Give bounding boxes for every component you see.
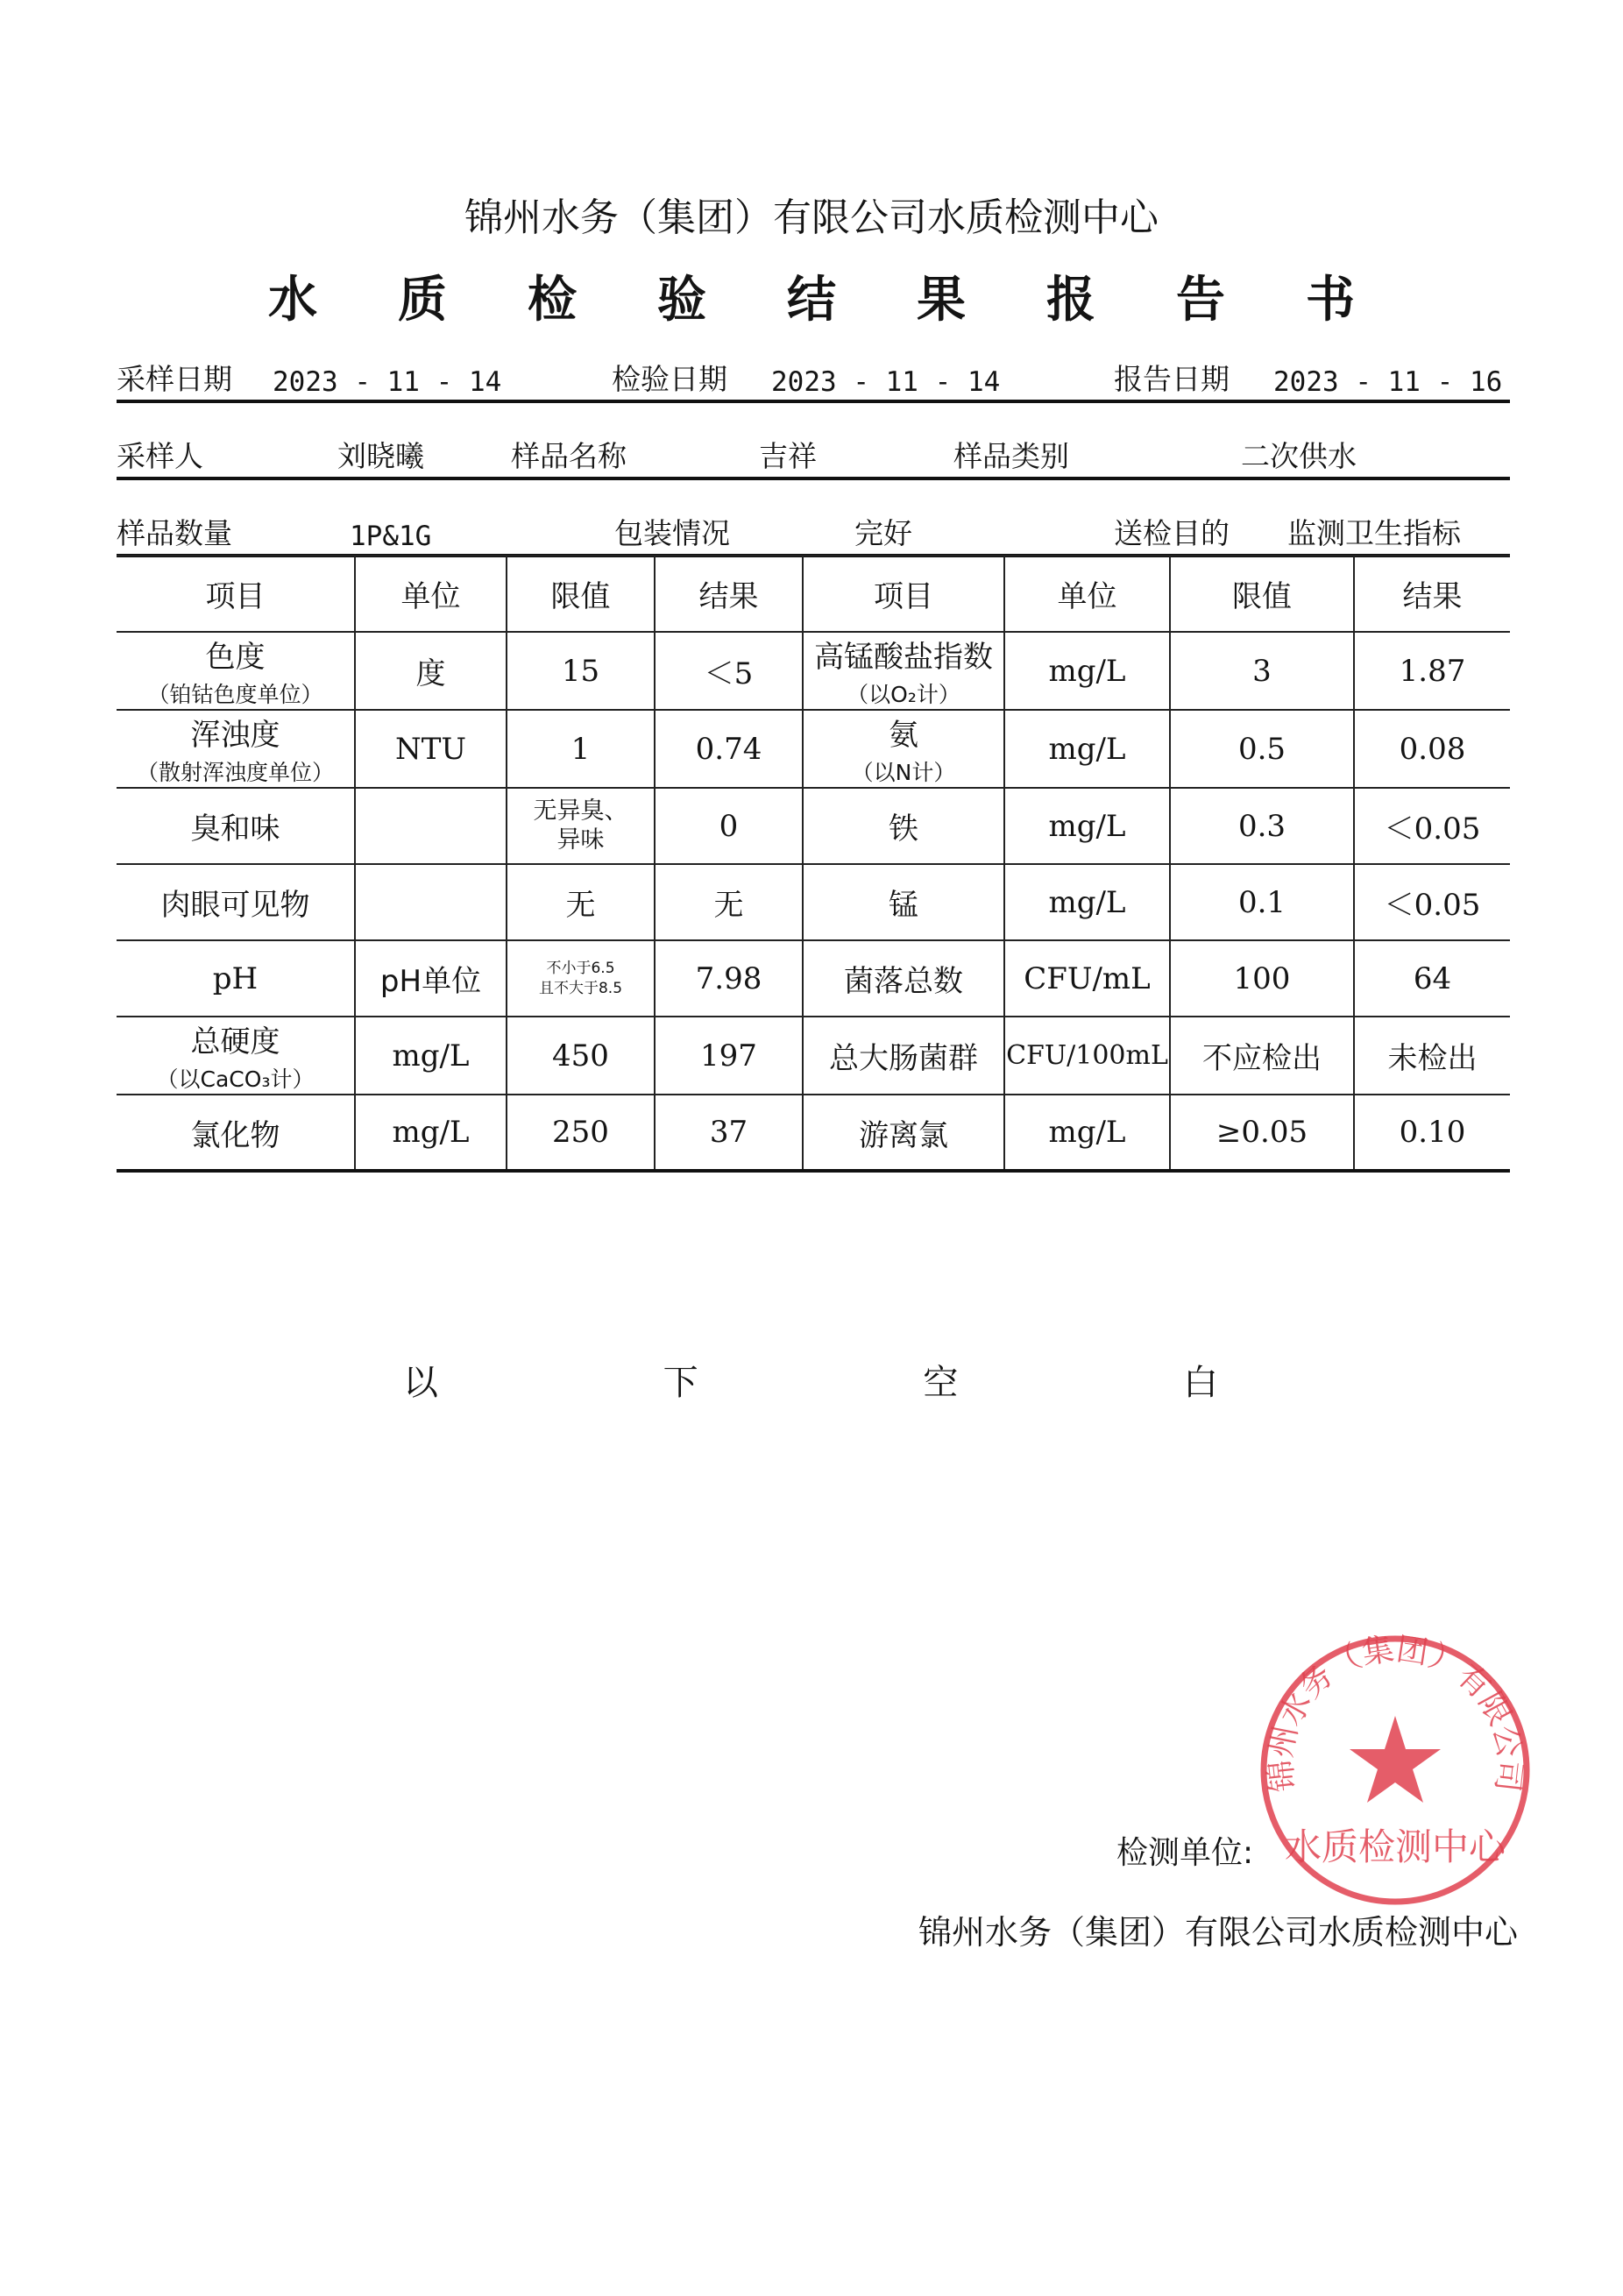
result-cell: 64 (1354, 940, 1510, 1017)
item-name: 高锰酸盐指数 (814, 640, 993, 675)
limit-line: 且不大于8.5 (538, 979, 623, 997)
result-cell: ＜0.05 (1354, 788, 1510, 864)
limit-cell: 100 (1170, 940, 1354, 1017)
title-char: 告 (1176, 272, 1225, 329)
item-name: 色度 (205, 640, 266, 675)
item-cell (117, 632, 355, 710)
result-cell: 7.98 (655, 940, 803, 1017)
item-cell: 菌落总数 (803, 940, 1004, 1017)
limit-cell: 无 (507, 864, 655, 940)
result-cell: 无 (655, 864, 803, 940)
report-title (268, 261, 1355, 331)
unit-cell: CFU/100mL (1004, 1017, 1170, 1095)
sample-category-value: 二次供水 (1241, 439, 1357, 473)
unit-cell: mg/L (1004, 632, 1170, 710)
item-note: （以CaCO₃计） (156, 1067, 315, 1092)
unit-cell: mg/L (1004, 1095, 1170, 1171)
limit-line: 异味 (556, 826, 605, 854)
limit-cell: 0.5 (1170, 710, 1354, 788)
unit-cell: mg/L (1004, 710, 1170, 788)
unit-cell: pH单位 (355, 940, 507, 1017)
title-char: 水 (268, 272, 317, 329)
title-char: 报 (1046, 272, 1095, 329)
limit-line: 无异臭、 (533, 797, 628, 826)
sampling-date-value: 2023 - 11 - 14 (273, 366, 502, 398)
item-name: 总硬度 (190, 1024, 280, 1059)
column-header: 项目 (117, 556, 355, 632)
seal-inner-text: 水质检测中心 (1284, 1825, 1506, 1868)
table-header-row (117, 556, 1510, 632)
title-char: 验 (657, 272, 706, 329)
table-row (117, 710, 1510, 788)
unit-cell: CFU/mL (1004, 940, 1170, 1017)
sample-name-value: 吉祥 (759, 439, 817, 473)
blank-note-char: 下 (663, 1363, 698, 1403)
result-cell: ＜5 (655, 632, 803, 710)
limit-cell: 0.1 (1170, 864, 1354, 940)
organization-name: 锦州水务（集团）有限公司水质检测中心 (464, 195, 1159, 240)
unit-cell: NTU (355, 710, 507, 788)
item-note: （以O₂计） (847, 682, 960, 707)
result-cell: 1.87 (1354, 632, 1510, 710)
title-char: 质 (398, 272, 447, 329)
result-cell: 0.10 (1354, 1095, 1510, 1171)
packaging-value: 完好 (854, 516, 912, 550)
title-char: 检 (528, 272, 577, 329)
item-note: （铂钴色度单位） (147, 682, 323, 707)
item-cell (803, 710, 1004, 788)
item-cell: pH (117, 940, 355, 1017)
column-header: 项目 (803, 556, 1004, 632)
blank-note-char: 白 (1182, 1363, 1218, 1403)
seal-outer-text: 锦州水务（集团）有限公司 (1262, 1631, 1528, 1794)
unit-cell: mg/L (1004, 864, 1170, 940)
table-row (117, 1017, 1510, 1095)
limit-cell (507, 940, 655, 1017)
limit-cell: 450 (507, 1017, 655, 1095)
quantity-value: 1P&1G (350, 521, 432, 552)
table-row (117, 632, 1510, 710)
column-header: 单位 (1004, 556, 1170, 632)
table-row (117, 864, 1510, 940)
column-header: 结果 (655, 556, 803, 632)
limit-cell: ≥0.05 (1170, 1095, 1354, 1171)
results-table (117, 555, 1510, 1173)
item-cell (117, 1017, 355, 1095)
limit-cell (507, 788, 655, 864)
blank-note-char: 以 (403, 1363, 438, 1403)
item-cell: 锰 (803, 864, 1004, 940)
sampler-value: 刘晓曦 (337, 439, 424, 473)
sample-category-label: 样品类别 (953, 439, 1069, 473)
item-cell: 铁 (803, 788, 1004, 864)
testing-unit-label: 检测单位: (1116, 1835, 1254, 1871)
column-header: 单位 (355, 556, 507, 632)
sampling-date-label: 采样日期 (117, 362, 232, 396)
unit-cell: mg/L (355, 1095, 507, 1171)
sample-info-line (117, 433, 1510, 480)
item-name: 氨 (889, 718, 918, 753)
item-note: （散射浑浊度单位） (136, 760, 334, 785)
unit-cell: 度 (355, 632, 507, 710)
limit-cell: 不应检出 (1170, 1017, 1354, 1095)
inspection-date-label: 检验日期 (612, 362, 727, 396)
item-note: （以N计） (851, 760, 956, 785)
sample-info-line-2 (117, 510, 1510, 557)
packaging-label: 包装情况 (614, 516, 730, 550)
limit-cell: 1 (507, 710, 655, 788)
title-char: 果 (917, 272, 966, 329)
title-char: 结 (787, 272, 836, 329)
result-cell: ＜0.05 (1354, 864, 1510, 940)
blank-below-note (403, 1355, 1218, 1405)
item-cell: 肉眼可见物 (117, 864, 355, 940)
official-seal (1255, 1630, 1535, 1910)
limit-line: 不小于6.5 (546, 959, 615, 977)
limit-cell: 15 (507, 632, 655, 710)
table-row (117, 940, 1510, 1017)
item-cell: 总大肠菌群 (803, 1017, 1004, 1095)
result-cell: 0 (655, 788, 803, 864)
item-cell (117, 710, 355, 788)
report-date-value: 2023 - 11 - 16 (1273, 366, 1503, 398)
result-cell: 37 (655, 1095, 803, 1171)
blank-note-char: 空 (923, 1363, 959, 1403)
purpose-value: 监测卫生指标 (1287, 516, 1461, 550)
result-cell: 未检出 (1354, 1017, 1510, 1095)
item-cell: 臭和味 (117, 788, 355, 864)
result-cell: 0.08 (1354, 710, 1510, 788)
item-name: 浑浊度 (190, 718, 280, 753)
result-cell: 197 (655, 1017, 803, 1095)
dates-line (117, 356, 1510, 403)
limit-cell: 0.3 (1170, 788, 1354, 864)
star-icon (1350, 1716, 1441, 1803)
title-char: 书 (1306, 272, 1355, 329)
item-cell: 游离氯 (803, 1095, 1004, 1171)
table-row (117, 1095, 1510, 1171)
table-row (117, 788, 1510, 864)
item-cell: 氯化物 (117, 1095, 355, 1171)
report-date-label: 报告日期 (1114, 362, 1230, 396)
unit-cell (355, 788, 507, 864)
purpose-label: 送检目的 (1114, 516, 1230, 550)
sample-name-label: 样品名称 (511, 439, 627, 473)
column-header: 限值 (1170, 556, 1354, 632)
item-cell (803, 632, 1004, 710)
inspection-date-value: 2023 - 11 - 14 (771, 366, 1001, 398)
column-header: 限值 (507, 556, 655, 632)
limit-cell: 3 (1170, 632, 1354, 710)
quantity-label: 样品数量 (117, 516, 232, 550)
sampler-label: 采样人 (117, 439, 203, 473)
unit-cell (355, 864, 507, 940)
unit-cell: mg/L (1004, 788, 1170, 864)
unit-cell: mg/L (355, 1017, 507, 1095)
testing-unit-name: 锦州水务（集团）有限公司水质检测中心 (918, 1913, 1519, 1952)
limit-cell: 250 (507, 1095, 655, 1171)
column-header: 结果 (1354, 556, 1510, 632)
result-cell: 0.74 (655, 710, 803, 788)
